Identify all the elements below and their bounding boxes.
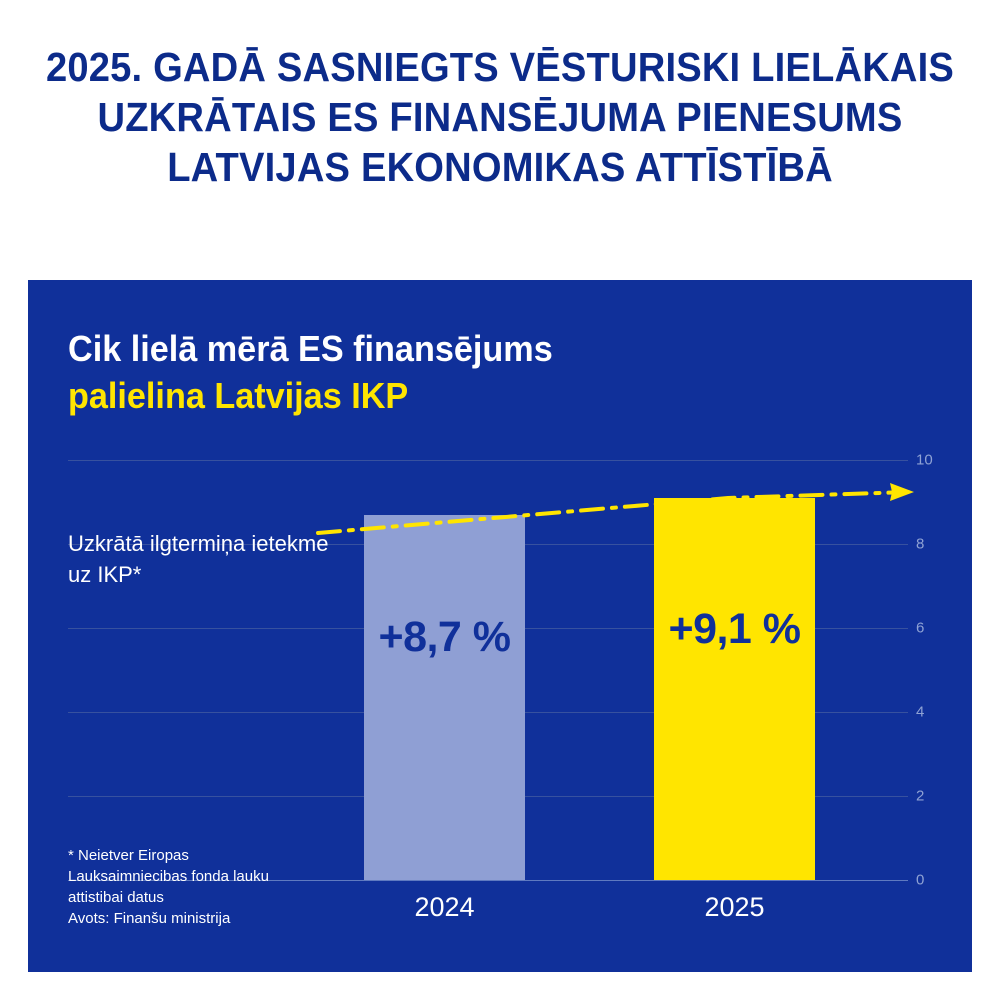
annotation-text: Uzkrātā ilgtermiņa ietekme uz IKP* [68, 531, 329, 587]
source-line-2: Lauksaimniecibas fonda lauku [68, 868, 269, 885]
ytick-label-8: 8 [916, 535, 925, 553]
plot-area [68, 451, 933, 889]
ytick-label-4: 4 [916, 703, 925, 721]
bar-value-2025: +9,1 % [668, 604, 801, 653]
bar-2024 [364, 515, 525, 880]
ytick-label-6: 6 [916, 619, 925, 637]
chart-title [68, 325, 708, 419]
headline-line-1: 2025. GADĀ SASNIEGTS VĒSTURISKI LIELĀKAIS [45, 44, 955, 90]
source-line-4: Avots: Finanšu ministrija [68, 910, 231, 927]
ytick-label-0: 0 [916, 871, 925, 889]
xtick-label-2024: 2024 [414, 892, 475, 922]
xtick-label-2025: 2025 [704, 892, 765, 922]
bar-value-2024: +8,7 % [378, 613, 511, 661]
page-title [0, 42, 1000, 192]
headline-line-2: UZKRĀTAIS ES FINANSĒJUMA PIENESUMS [97, 94, 903, 140]
gridline-10 [68, 460, 908, 461]
chart-title-line-2: palielina Latvijas IKP [68, 375, 409, 416]
source-line-1: * Neietver Eiropas [68, 847, 189, 864]
source-line-3: attistibai datus [68, 889, 164, 906]
chart-panel [28, 280, 972, 972]
source-note [68, 845, 368, 929]
headline-line-3: LATVIJAS EKONOMIKAS ATTĪSTĪBĀ [167, 144, 833, 190]
chart-title-line-1: Cik lielā mērā ES finansējums [68, 328, 553, 369]
bar-2025 [654, 498, 815, 880]
ytick-label-2: 2 [916, 787, 925, 805]
ytick-label-10: 10 [916, 451, 933, 469]
